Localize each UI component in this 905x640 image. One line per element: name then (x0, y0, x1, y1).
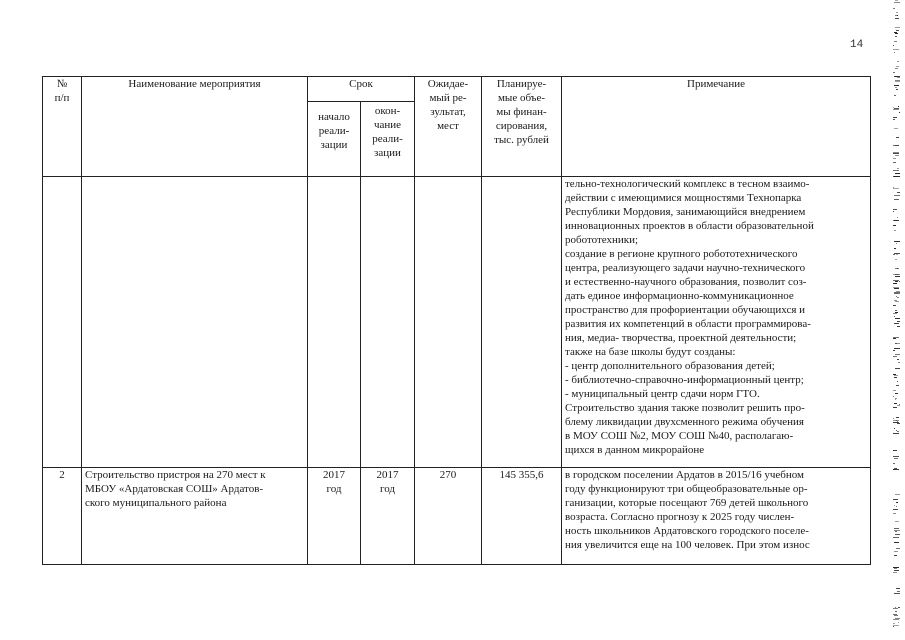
scan-speck (893, 8, 895, 9)
scan-speck (894, 108, 899, 109)
scan-speck (894, 377, 897, 378)
scan-speck (897, 431, 899, 432)
cell-result (415, 177, 482, 468)
cell-finance (482, 177, 562, 468)
scan-speck (895, 33, 898, 34)
cell-start: 2017 год (308, 468, 361, 565)
scan-speck (897, 297, 899, 298)
scan-speck (893, 337, 899, 338)
scan-speck (893, 119, 895, 120)
scan-speck (895, 27, 900, 28)
scan-speck (893, 338, 896, 339)
scan-speck (893, 450, 897, 451)
scan-speck (895, 259, 897, 260)
scan-speck (895, 18, 899, 19)
scan-speck (895, 534, 900, 535)
scan-speck (895, 15, 898, 16)
scan-speck (894, 458, 898, 459)
scan-speck (893, 254, 895, 255)
scan-speck (894, 293, 900, 294)
scan-speck (897, 591, 900, 592)
cell-note: тельно-технологический комплекс в тесном взаимо- действии с имеющимися мощностями Технопарка Республики Мордовия, занимающийся внедрением инновационных проектов в области образовательной робототехники; создание в регионе крупного робототехнического центра, реализующего задачи научно-технического и естественно-научного образования, позволит соз- дать единое информационно-коммуникационное пространство для профориентации обучающихся и развития их компетенций в области программирова- ния, медиа- творчества, проектной деятельности; также на базе школы будут созданы: - центр дополнительного образования детей; - библиотечно-справочно-информационный центр; - муниципальный центр сдачи норм ГТО. Строительство здания также позволит решить про- блему ликвидации двухсменного режима обучения в МОУ СОШ №2, МОУ СОШ №40, располагаю- щихся в данном микрорайоне (562, 177, 871, 468)
scan-speck (893, 287, 899, 288)
header-term: Срок (308, 77, 415, 102)
scan-speck (893, 225, 896, 226)
scan-speck (893, 274, 899, 275)
scan-speck (897, 61, 899, 62)
table-header-row (43, 77, 871, 102)
scan-speck (895, 494, 900, 495)
scan-speck (893, 626, 894, 627)
cell-name: Строительство пристроя на 270 мест к МБОУ «Ардатовская СОШ» Ардатов- ского муниципального района (82, 468, 308, 565)
scan-speck (895, 155, 899, 156)
scan-speck (895, 0, 898, 1)
header-name: Наименование мероприятия (82, 77, 308, 177)
cell-end: 2017 год (361, 468, 415, 565)
scan-speck (893, 463, 895, 464)
scan-edge-artifact (893, 0, 901, 640)
scan-speck (895, 368, 900, 369)
scan-speck (894, 195, 900, 196)
scan-speck (896, 354, 900, 355)
cell-start (308, 177, 361, 468)
scan-speck (893, 109, 899, 110)
scan-speck (894, 528, 899, 529)
scan-speck (894, 288, 899, 289)
scan-speck (896, 12, 898, 13)
scan-speck (894, 230, 896, 231)
scan-speck (893, 619, 899, 620)
scan-speck (896, 30, 899, 31)
header-end: окон- чание реали- зации (361, 102, 415, 177)
scan-speck (893, 407, 897, 408)
scan-speck (895, 310, 897, 311)
cell-end (361, 177, 415, 468)
scan-speck (893, 350, 895, 351)
scan-speck (894, 32, 897, 33)
scan-speck (894, 41, 897, 42)
scan-speck (894, 542, 899, 543)
cell-result: 270 (415, 468, 482, 565)
scan-speck (894, 403, 897, 404)
scan-speck (895, 521, 899, 522)
scan-speck (897, 268, 898, 269)
cell-num (43, 177, 82, 468)
scan-speck (896, 137, 899, 138)
table-row (43, 468, 871, 565)
scan-speck (894, 568, 897, 569)
cell-name (82, 177, 308, 468)
scan-speck (893, 170, 899, 171)
scan-speck (893, 209, 897, 210)
scan-speck (893, 390, 896, 391)
scan-speck (893, 283, 897, 284)
scan-speck (896, 502, 898, 503)
scan-speck (894, 593, 900, 594)
scan-speck (894, 428, 895, 429)
scan-speck (897, 423, 900, 424)
header-result: Ожидае- мый ре- зультат, мест (415, 77, 482, 177)
scan-speck (894, 52, 895, 53)
cell-note: в городском поселении Ардатов в 2015/16 учебном году функционируют три общеобразовательные ор- ганизации, которые посещают 769 детей школьного возраста. Согласно прогнозу к 2025 году числен- ность школьников Ардатовского городского поселе- ния увеличится еще на 100 человек. При этом износ (562, 468, 871, 565)
scan-speck (899, 404, 900, 405)
table-row-continuation (43, 177, 871, 468)
cell-finance: 145 355,6 (482, 468, 562, 565)
scan-speck (893, 537, 899, 538)
scan-speck (896, 506, 897, 507)
scan-speck (893, 456, 899, 457)
scan-speck (896, 588, 900, 589)
scan-speck (898, 85, 899, 86)
scan-speck (893, 158, 896, 159)
header-finance: Планируе- мые объе- мы финан- сирования, тыс. рублей (482, 77, 562, 177)
scan-speck (894, 248, 896, 249)
scan-speck (893, 623, 895, 624)
scan-speck (895, 399, 896, 400)
scan-speck (893, 420, 899, 421)
scan-speck (897, 421, 898, 422)
scan-speck (893, 396, 894, 397)
scan-speck (893, 313, 897, 314)
scan-speck (895, 318, 900, 319)
scan-speck (895, 393, 898, 394)
scan-speck (894, 615, 898, 616)
header-note: Примечание (562, 77, 871, 177)
scan-speck (897, 217, 898, 218)
scan-speck (895, 81, 900, 82)
scan-speck (896, 243, 897, 244)
scan-speck (897, 405, 900, 406)
scan-speck (895, 76, 897, 77)
scan-speck (893, 145, 899, 146)
scan-speck (894, 505, 895, 506)
scan-speck (896, 385, 899, 386)
scan-speck (895, 68, 898, 69)
scan-speck (894, 220, 899, 221)
scan-speck (893, 117, 897, 118)
scan-speck (896, 291, 900, 292)
scan-speck (897, 326, 900, 327)
scan-speck (894, 555, 897, 556)
scan-speck (893, 625, 899, 626)
scan-speck (896, 66, 899, 67)
scan-speck (898, 106, 899, 107)
scan-speck (893, 305, 896, 306)
scan-speck (897, 359, 899, 360)
scan-speck (894, 128, 898, 129)
scan-speck (897, 168, 899, 169)
scan-speck (893, 187, 894, 188)
scan-speck (893, 418, 894, 419)
scan-speck (895, 398, 897, 399)
scan-speck (894, 199, 899, 200)
scan-speck (894, 241, 900, 242)
scan-speck (893, 49, 899, 50)
scan-speck (897, 321, 900, 322)
scan-speck (894, 551, 898, 552)
scan-speck (893, 499, 898, 500)
scan-speck (893, 72, 895, 73)
scan-speck (899, 281, 900, 282)
scan-speck (893, 45, 894, 46)
events-table (42, 76, 871, 565)
scan-speck (897, 192, 900, 193)
scan-speck (893, 153, 899, 154)
scan-speck (894, 95, 896, 96)
scan-speck (895, 87, 897, 88)
scan-speck (896, 254, 898, 255)
scan-speck (895, 611, 897, 612)
scan-speck (893, 433, 899, 434)
scan-speck (894, 2, 900, 3)
scan-speck (893, 572, 897, 573)
scan-speck (895, 276, 900, 277)
scan-speck (898, 607, 900, 608)
scan-speck (893, 509, 898, 510)
scan-speck (899, 112, 900, 113)
scan-speck (893, 469, 899, 470)
scan-speck (893, 162, 896, 163)
scan-speck (898, 362, 900, 363)
scan-speck (896, 89, 898, 90)
cell-num: 2 (43, 468, 82, 565)
page-number: 14 (850, 39, 864, 51)
scan-speck (895, 531, 897, 532)
scan-speck (895, 173, 900, 174)
header-num: № п/п (43, 77, 82, 177)
scan-speck (894, 530, 900, 531)
scan-speck (893, 513, 896, 514)
scan-speck (894, 375, 898, 376)
scan-speck (895, 343, 897, 344)
scan-speck (896, 548, 900, 549)
scan-speck (897, 381, 898, 382)
scan-speck (894, 316, 895, 317)
scan-speck (893, 211, 894, 212)
scan-speck (896, 417, 899, 418)
scan-speck (893, 608, 898, 609)
scan-speck (895, 301, 899, 302)
scan-speck (893, 356, 897, 357)
scan-speck (897, 77, 900, 78)
scan-speck (895, 312, 898, 313)
scan-speck (898, 622, 899, 623)
scan-speck (894, 570, 899, 571)
scan-speck (895, 281, 898, 282)
scan-speck (895, 36, 897, 37)
scan-speck (894, 348, 900, 349)
header-start: начало реали- зации (308, 102, 361, 177)
scan-speck (894, 323, 899, 324)
scan-speck (893, 188, 899, 189)
scan-speck (894, 176, 900, 177)
